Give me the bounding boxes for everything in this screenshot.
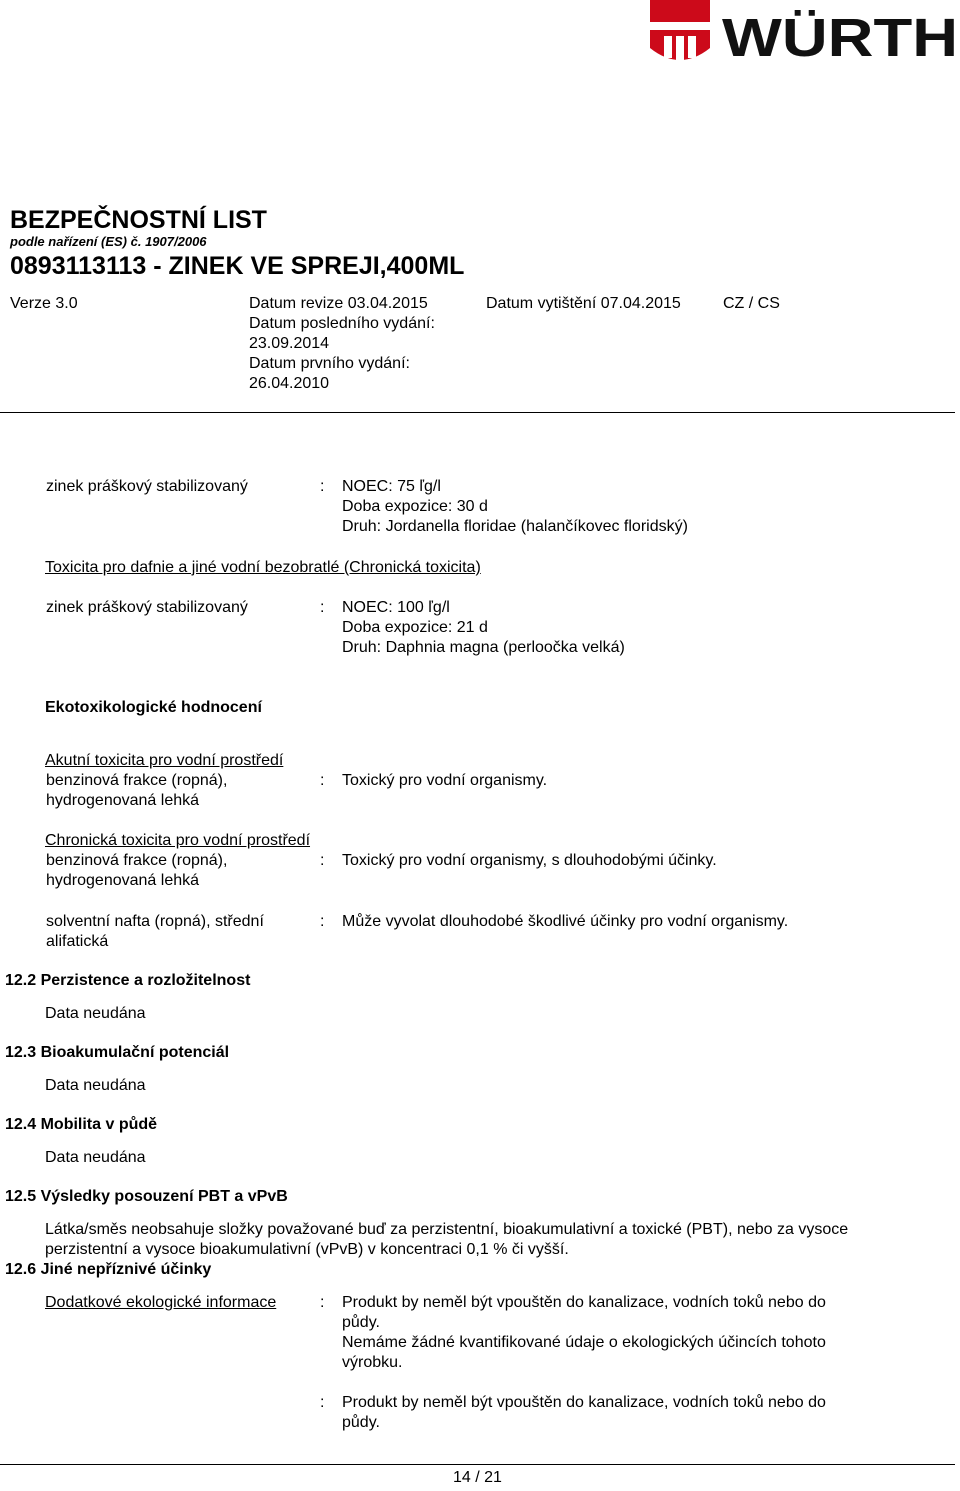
eco-heading: Ekotoxikologické hodnocení [45,699,262,716]
solvent-substance-2: alifatická [46,933,109,950]
section-12-2-title: 12.2 Perzistence a rozložitelnost [5,972,251,989]
additional-eco-info-line-3: Nemáme žádné kvantifikované údaje o ekologických účincích tohoto [342,1334,826,1351]
acute-substance-1: benzinová frakce (ropná), [46,772,228,789]
acute-value: Toxický pro vodní organismy. [342,772,548,789]
daphnia-species: Druh: Daphnia magna (perloočka velká) [342,639,625,656]
last-issue-date: 23.09.2014 [249,335,330,352]
fish-substance: zinek práškový stabilizovaný [46,478,248,495]
daphnia-substance: zinek práškový stabilizovaný [46,599,248,616]
additional-eco-info-line-2: půdy. [342,1314,380,1331]
solvent-substance-1: solventní nafta (ropná), střední [46,913,264,930]
solvent-colon: : [320,913,325,930]
first-issue-label: Datum prvního vydání: [249,355,410,372]
additional-eco-info-label: Dodatkové ekologické informace [45,1294,277,1311]
section-12-5-line-1: Látka/směs neobsahuje složky považované buď za perzistentní, bioakumulativní a toxické (PBT), nebo za vysoce [45,1221,849,1238]
acute-colon: : [320,772,325,789]
section-12-2-text: Data neudána [45,1005,146,1022]
daphnia-colon: : [320,599,325,616]
section-12-5-title: 12.5 Výsledky posouzení PBT a vPvB [5,1188,288,1205]
fish-noec: NOEC: 75 ľg/l [342,478,441,495]
section-12-3-text: Data neudána [45,1077,146,1094]
logo-red-stripe-left [664,36,672,58]
section-12-6-title: 12.6 Jiné nepříznivé účinky [5,1261,212,1278]
print-date: Datum vytištění 07.04.2015 [486,295,681,312]
additional-eco-info-colon: : [320,1294,325,1311]
section-12-4-title: 12.4 Mobilita v půdě [5,1116,158,1133]
chronic-substance-2: hydrogenovaná lehká [46,872,200,889]
additional-eco-info-line-4: výrobku. [342,1354,403,1371]
chronic-heading: Chronická toxicita pro vodní prostředí [45,832,311,849]
revision-date: Datum revize 03.04.2015 [249,295,428,312]
footer-divider [0,1464,955,1465]
wurth-logo [650,0,960,70]
logo-wordmark: WÜRTH [722,8,958,68]
country-code: CZ / CS [723,295,780,312]
logo-red-stripe-right [688,36,696,58]
additional-eco-info-colon-2: : [320,1394,325,1411]
doc-title: BEZPEČNOSTNÍ LIST [10,206,267,234]
additional-eco-info-2-line-1: Produkt by neměl být vpouštěn do kanalizace, vodních toků nebo do [342,1394,826,1411]
acute-heading: Akutní toxicita pro vodní prostředí [45,752,284,769]
fish-colon: : [320,478,325,495]
daphnia-exposure: Doba expozice: 21 d [342,619,488,636]
chronic-colon: : [320,852,325,869]
section-12-3-title: 12.3 Bioakumulační potenciál [5,1044,230,1061]
logo-red-stripe-mid [676,36,684,62]
daphnia-noec: NOEC: 100 ľg/l [342,599,450,616]
first-issue-date: 26.04.2010 [249,375,330,392]
solvent-value: Může vyvolat dlouhodobé škodlivé účinky pro vodní organismy. [342,913,789,930]
section-12-4-text: Data neudána [45,1149,146,1166]
logo-white-bar [650,22,710,30]
fish-exposure: Doba expozice: 30 d [342,498,488,515]
additional-eco-info-line-1: Produkt by neměl být vpouštěn do kanalizace, vodních toků nebo do [342,1294,826,1311]
header-divider [0,412,955,413]
version: Verze 3.0 [10,295,78,312]
chronic-value: Toxický pro vodní organismy, s dlouhodobými účinky. [342,852,717,869]
section-12-5-line-2: perzistentní a vysoce bioakumulativní (vPvB) v koncentraci 0,1 % či vyšší. [45,1241,569,1258]
page-number: 14 / 21 [453,1469,502,1486]
product-name: 0893113113 - ZINEK VE SPREJI,400ML [10,252,465,280]
last-issue-label: Datum posledního vydání: [249,315,435,332]
chronic-substance-1: benzinová frakce (ropná), [46,852,228,869]
fish-species: Druh: Jordanella floridae (halančíkovec floridský) [342,518,688,535]
acute-substance-2: hydrogenovaná lehká [46,792,200,809]
daphnia-heading: Toxicita pro dafnie a jiné vodní bezobratlé (Chronická toxicita) [45,559,481,576]
additional-eco-info-2-line-2: půdy. [342,1414,380,1431]
regulation: podle nařízení (ES) č. 1907/2006 [10,234,207,249]
